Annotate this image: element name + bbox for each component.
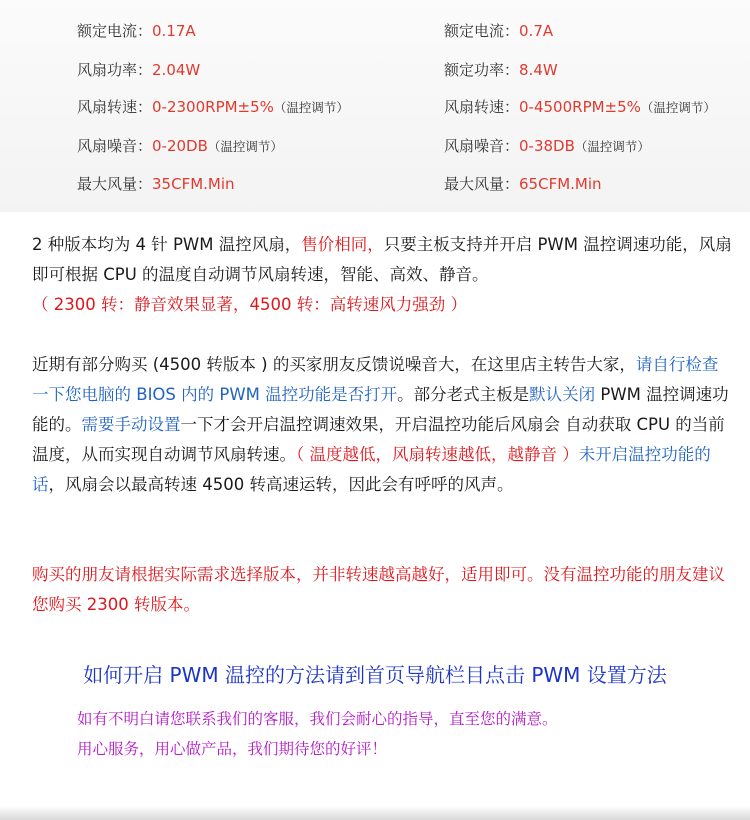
spec-label: 最大风量： (444, 175, 520, 193)
service-line-2: 用心服务，用心做产品，我们期待您的好评！ (77, 740, 388, 758)
spec-note: （温控调节） (640, 100, 716, 115)
service-line-1: 如有不明白请您联系我们的客服，我们会耐心的指导，直至您的满意。 (77, 710, 558, 728)
bottom-divider (0, 806, 750, 820)
text-segment: 只要主板支持并开启 PWM 温控调速功能，风扇即可根据 CPU 的温度自动调节风扇转速，智能、高效、静音。 (32, 235, 732, 284)
spec-right-noise (444, 136, 650, 157)
manual-setting-highlight: 需要手动设置 (81, 415, 181, 434)
text-segment: 2 种版本均为 4 针 PWM 温控风扇， (32, 235, 302, 254)
spec-left-airflow (77, 174, 235, 194)
spec-left-power (77, 60, 200, 80)
purchase-advice: 购买的朋友请根据实际需求选择版本，并非转速越高越好，适用即可。没有温控功能的朋友建议您购买 2300 转版本。 (32, 565, 725, 614)
bios-check-highlight: 请自行检查一下您电脑的 BIOS 内的 PWM 温控功能是否打开 (32, 355, 719, 404)
spec-left-current (77, 21, 196, 41)
spec-label: 风扇噪音： (77, 137, 153, 155)
text-segment: 。部分老式主板是 (397, 385, 530, 404)
spec-value: 0-2300RPM±5% (152, 98, 274, 116)
spec-label: 最大风量： (77, 175, 153, 193)
pwm-setup-headline: 如何开启 PWM 温控的方法请到首页导航栏目点击 PWM 设置方法 (83, 663, 667, 687)
spec-label: 额定电流： (444, 22, 520, 40)
spec-label: 额定功率： (444, 61, 520, 79)
spec-right-airflow (444, 174, 602, 194)
spec-value: 65CFM.Min (519, 175, 602, 193)
spec-value: 0-4500RPM±5% (519, 98, 641, 116)
not-enabled-highlight: 未开启温控功能的话 (32, 445, 711, 494)
spec-value: 2.04W (152, 61, 201, 79)
spec-value: 8.4W (519, 61, 558, 79)
spec-label: 风扇转速： (444, 98, 520, 116)
text-segment: PWM 温控调速功能的。 (32, 385, 729, 434)
spec-label: 风扇功率： (77, 61, 153, 79)
spec-value: 0.7A (519, 22, 554, 40)
spec-left-speed (77, 97, 349, 118)
noise-feedback-notice (32, 350, 732, 500)
spec-value: 0.17A (152, 22, 196, 40)
spec-value: 35CFM.Min (152, 175, 235, 193)
spec-note: （温控调节） (207, 139, 283, 154)
spec-left-noise (77, 136, 283, 157)
spec-panel (0, 0, 750, 212)
default-off-highlight: 默认关闭 (529, 385, 596, 404)
spec-label: 额定电流： (77, 22, 153, 40)
spec-label: 风扇转速： (77, 98, 153, 116)
spec-label: 风扇噪音： (444, 137, 520, 155)
spec-right-power (444, 60, 558, 80)
text-segment: 近期有部分购买 (4500 转版本 ) 的买家朋友反馈说噪音大，在这里店主转告大家， (32, 355, 636, 374)
spec-value: 0-20DB (152, 137, 208, 155)
version-description (32, 230, 732, 320)
spec-note: （温控调节） (574, 139, 650, 154)
spec-note: （温控调节） (273, 100, 349, 115)
text-segment: 一下才会开启温控调速效果，开启温控功能后风扇会 自动获取 CPU 的当前温度，从而实现自动调节风扇转速。 (32, 415, 725, 464)
speed-comparison-note: （ 2300 转：静音效果显著，4500 转：高转速风力强劲 ） (32, 295, 467, 314)
text-segment: ，风扇会以最高转速 4500 转高速运转，因此会有呼呼的风声。 (48, 475, 514, 494)
spec-right-speed (444, 97, 716, 118)
spec-right-current (444, 21, 553, 41)
spec-value: 0-38DB (519, 137, 575, 155)
temperature-note: （ 温度越低，风扇转速越低，越静音 ） (296, 445, 579, 464)
same-price-highlight: 售价相同， (301, 235, 384, 254)
